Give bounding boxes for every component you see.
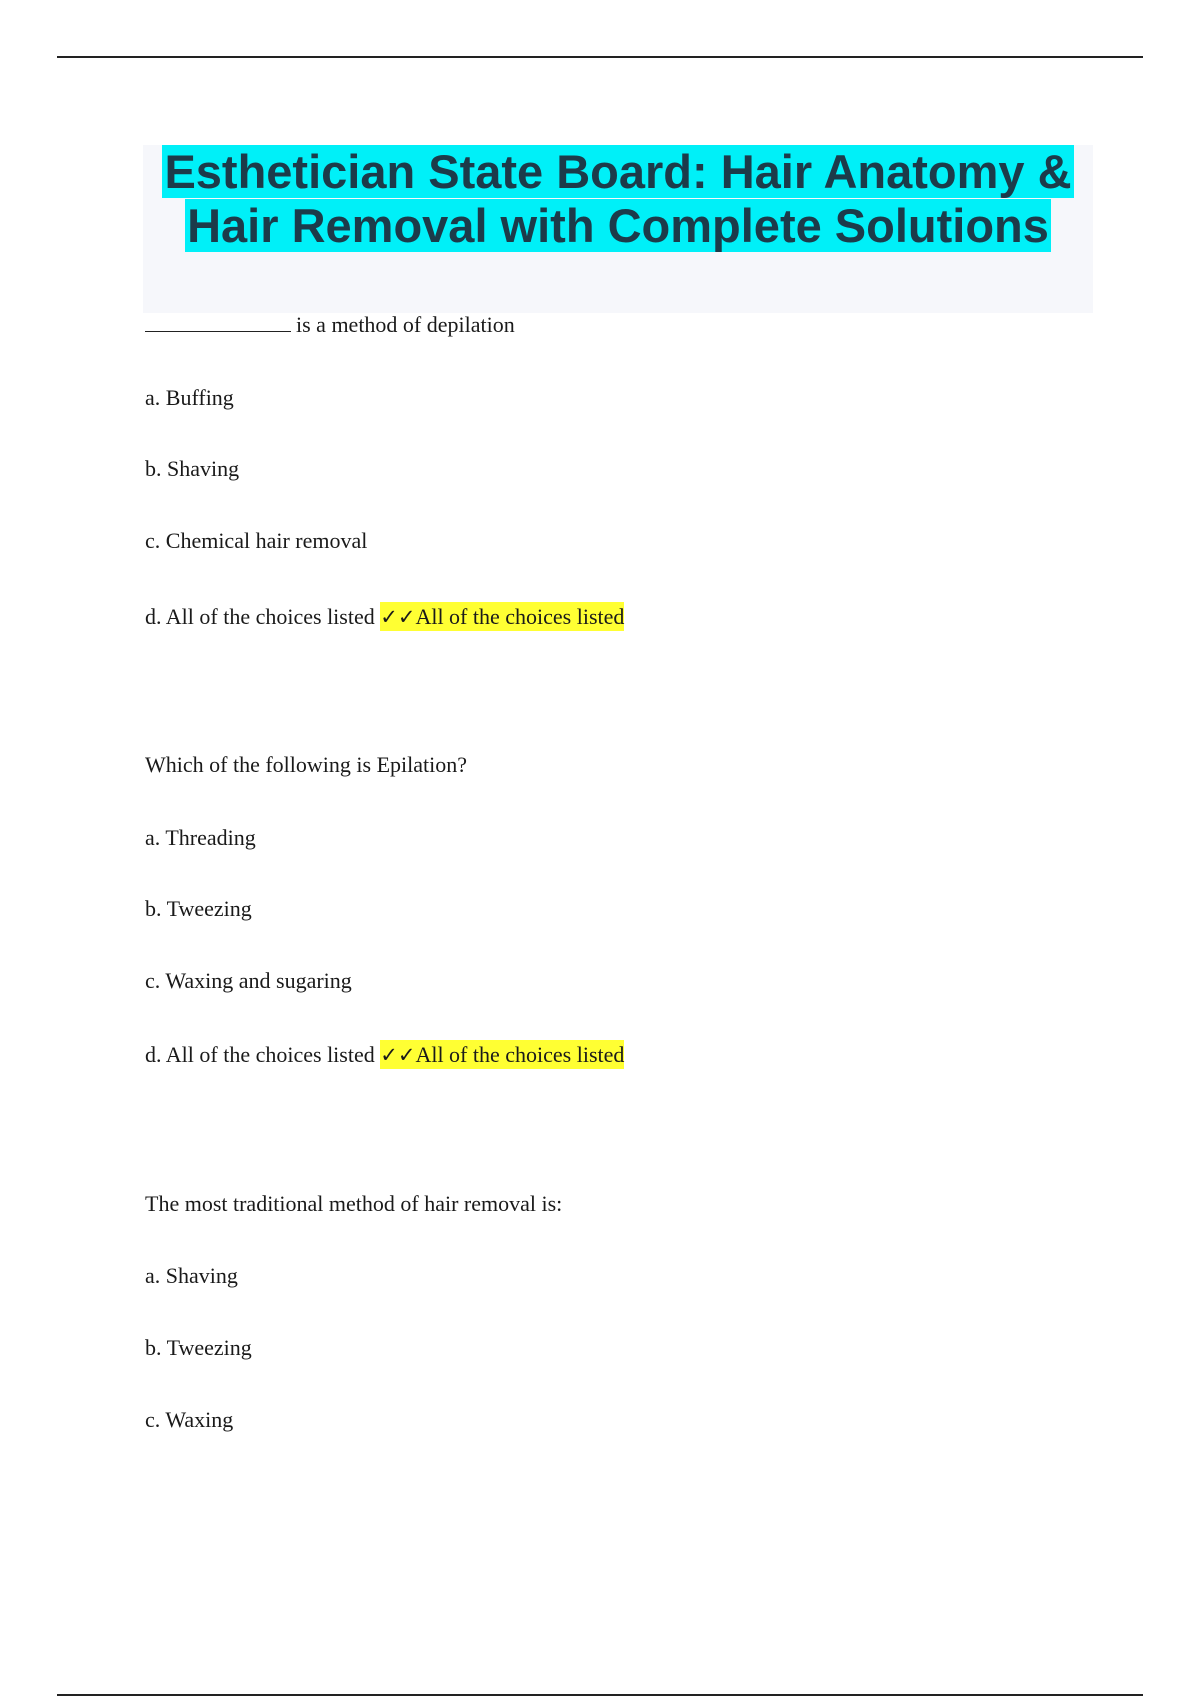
question-2-stem: Which of the following is Epilation?	[145, 752, 467, 777]
question-1-option-c: c. Chemical hair removal	[145, 528, 368, 553]
question-1-option-b: b. Shaving	[145, 456, 240, 481]
question-2-option-c: c. Waxing and sugaring	[145, 968, 352, 993]
question-1-option-d: d. All of the choices listed ✓✓All of the choices listed	[145, 604, 625, 629]
title-block	[143, 145, 1093, 313]
question-3-stem: The most traditional method of hair removal is:	[145, 1191, 563, 1216]
question-2-option-d: d. All of the choices listed ✓✓All of the choices listed	[145, 1042, 625, 1067]
question-2-option-a: a. Threading	[145, 825, 256, 850]
question-2-answer: ✓✓All of the choices listed	[380, 1042, 625, 1067]
question-3-option-c: c. Waxing	[145, 1407, 234, 1432]
question-2-option-b: b. Tweezing	[145, 896, 252, 921]
bottom-rule	[57, 1694, 1143, 1696]
title-line-1: Esthetician State Board: Hair Anatomy &	[164, 145, 1072, 198]
question-1-answer: ✓✓All of the choices listed	[380, 604, 625, 629]
document-title	[143, 145, 1093, 253]
check-icon: ✓✓	[380, 605, 416, 629]
top-rule	[57, 56, 1143, 58]
title-line-2: Hair Removal with Complete Solutions	[187, 199, 1049, 252]
question-1-option-a: a. Buffing	[145, 385, 234, 410]
check-icon: ✓✓	[380, 1043, 416, 1067]
question-3-option-a: a. Shaving	[145, 1263, 238, 1288]
question-3-option-b: b. Tweezing	[145, 1335, 252, 1360]
question-1-stem: is a method of depilation	[145, 311, 515, 339]
answer-blank	[145, 313, 291, 332]
